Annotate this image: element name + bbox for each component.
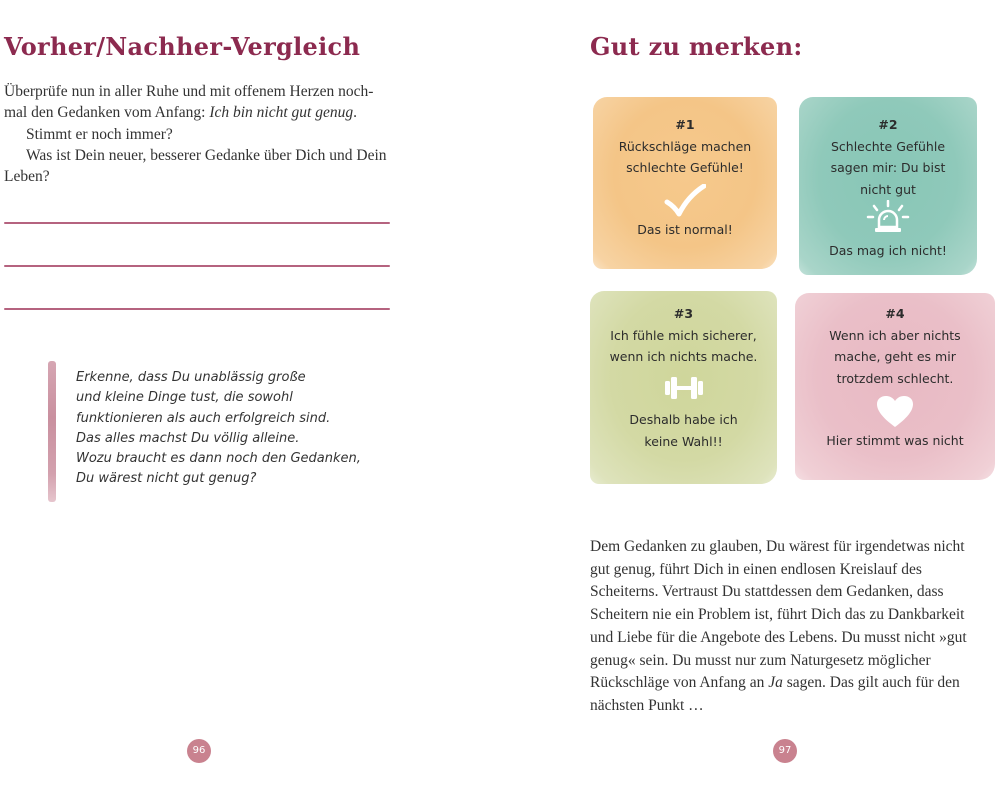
paragraph-line: gut genug, führt Dich in einen endlosen Kreislauf des [590,560,922,578]
quote-accent-bar [48,361,56,502]
card-number: #2 [878,117,898,132]
initial-thought: Ich bin nicht gut genug [209,104,354,122]
paragraph-line: genug« sein. Du musst nur zum Naturgesetz möglicher [590,651,931,669]
intro-line-2-end: . [353,104,357,122]
page-title-right: Gut zu merken: [590,32,803,61]
card-line: Wenn ich aber nichts [829,327,961,343]
page-number-right: 97 [773,739,797,763]
paragraph-line: Dem Gedanken zu glauben, Du wärest für irgendetwas nicht [590,538,965,555]
card-bottom-line: Das ist normal! [637,222,733,237]
paragraph-line: nächsten Punkt … [590,696,704,714]
emphasis-ja: Ja [768,674,783,692]
card-number: #4 [885,306,905,321]
intro-line-2 [4,102,404,123]
quote-line: Wozu braucht es dann noch den Gedanken, [76,451,361,467]
card-3-bottom [590,409,777,452]
card-4-bottom [795,430,995,452]
card-line: Rückschläge machen [618,138,752,154]
card-line: Ich fühle mich sicherer, [610,327,757,343]
intro-line-2-text: mal den Gedanken vom Anfang: [4,104,210,122]
page-number-left: 96 [187,739,211,763]
question-1: Stimmt er noch immer? [26,125,173,143]
alarm-light-icon [866,200,910,237]
quote-line: Erkenne, dass Du unablässig große [76,370,306,385]
tip-card-2 [799,97,977,275]
answer-line-3[interactable] [4,308,390,310]
card-line: wenn ich nichts mache. [609,349,758,364]
quote-line: Du wärest nicht gut genug? [76,471,257,487]
card-bottom-line: Deshalb habe ich [629,412,738,427]
dumbbell-icon [664,375,704,404]
page-title-left: Vorher/Nachher-Vergleich [4,32,361,61]
quote-line: Das alles machst Du völlig alleine. [76,430,300,446]
card-2-text [799,114,977,200]
card-line: mache, geht es mir [834,349,956,364]
intro-text [4,81,404,187]
paragraph-line-7-end: sagen. Das gilt auch für den [782,674,960,692]
paragraph-line-7-text: Rückschläge von Anfang an [590,674,769,692]
heart-icon [876,395,914,432]
card-1-bottom [593,219,777,241]
intro-line-1: Überprüfe nun in aller Ruhe und mit offenem Herzen noch- [4,83,374,100]
paragraph-line: Scheiterns. Vertraust Du stattdessen dem Gedanken, dass [590,583,944,601]
card-number: #1 [675,117,695,132]
quote-block [76,368,386,490]
card-3-text [590,303,777,368]
card-line: nicht gut [860,181,916,197]
tip-card-4 [795,293,995,480]
card-bottom-line: Das mag ich nicht! [829,243,947,258]
card-4-text [795,303,995,389]
closing-paragraph [590,536,990,718]
card-line: schlechte Gefühle! [626,160,744,175]
tip-card-3 [590,291,777,484]
card-1-text [593,114,777,179]
paragraph-line: und Liebe für die Angebote des Lebens. Du musst nicht »gut [590,628,967,646]
card-line: sagen mir: Du bist [830,160,946,175]
card-2-bottom [799,240,977,262]
card-line: trotzdem schlecht. [836,370,954,386]
card-line: Schlechte Gefühle [830,138,946,154]
paragraph-line: Scheitern nie ein Problem ist, führt Dich das zu Dankbarkeit [590,606,965,624]
question-2-line-1: Was ist Dein neuer, besserer Gedanke über Dich und Dein [26,146,387,164]
question-2-line-2: Leben? [4,168,50,186]
quote-line: und kleine Dinge tust, die sowohl [76,390,293,406]
answer-line-2[interactable] [4,265,390,267]
answer-line-1[interactable] [4,222,390,224]
paragraph-line [590,672,990,695]
card-bottom-line: Hier stimmt was nicht [826,433,964,448]
card-bottom-line: keine Wahl!! [644,433,723,449]
checkmark-icon [664,184,706,221]
card-number: #3 [673,306,694,321]
quote-line: funktionieren als auch erfolgreich sind. [76,410,331,426]
tip-card-1 [593,97,777,269]
